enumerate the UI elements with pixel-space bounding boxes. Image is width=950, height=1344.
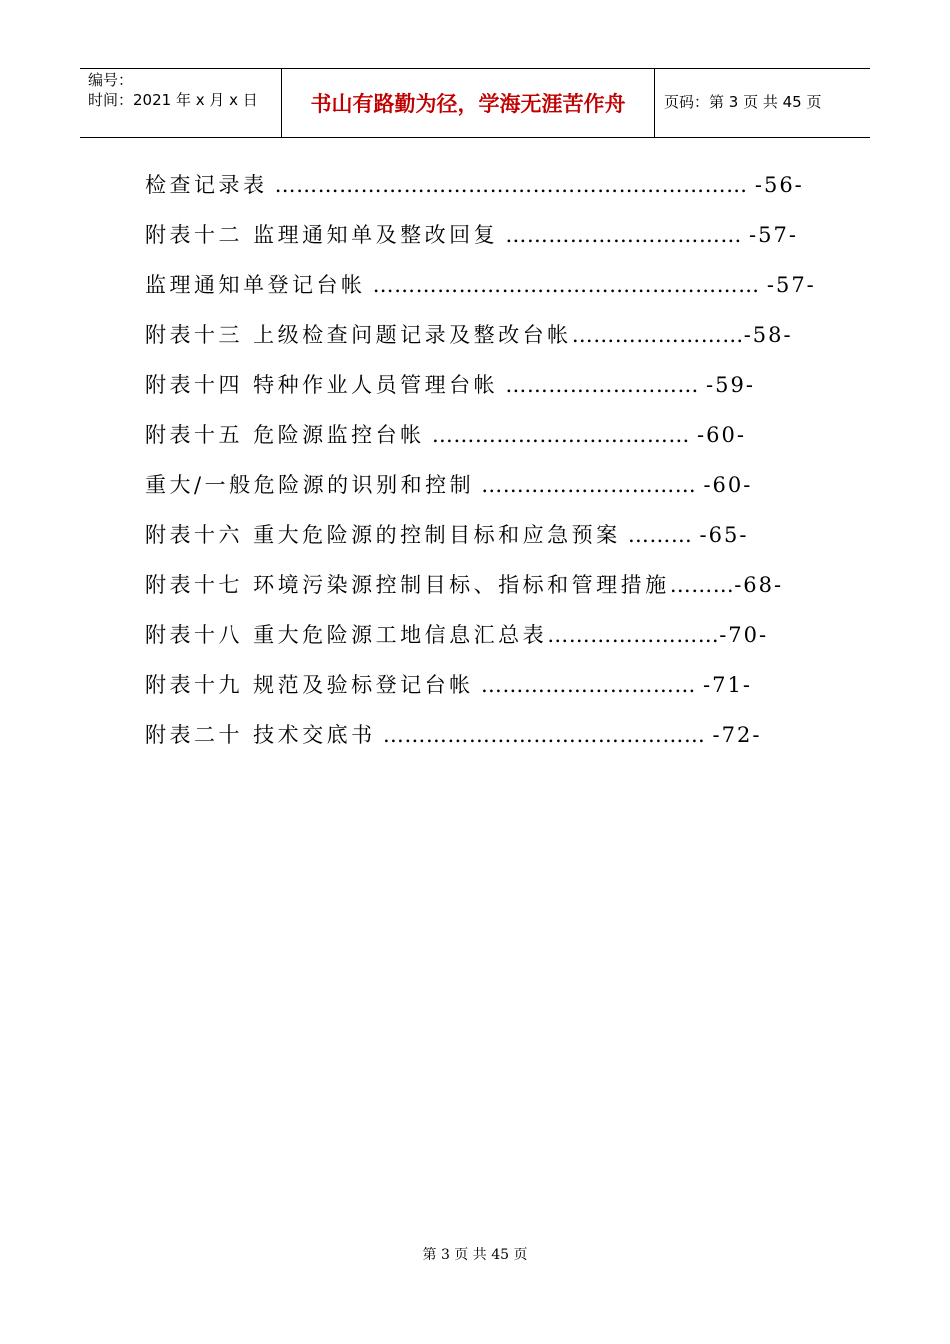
toc-entry-leader: ……………………	[571, 323, 744, 347]
toc-entry[interactable]	[145, 320, 816, 370]
toc-entry[interactable]	[145, 470, 816, 520]
toc-entry-page: -57-	[749, 223, 798, 247]
toc-entry-leader: ………	[669, 573, 735, 597]
toc-entry-page: -59-	[706, 373, 755, 397]
document-header	[80, 68, 870, 138]
toc-entry[interactable]	[145, 270, 816, 320]
toc-entry-title: 附表十八 重大危险源工地信息汇总表	[145, 623, 548, 647]
toc-entry-page: -72-	[712, 723, 762, 747]
toc-entry-title: 重大/一般危险源的识别和控制	[145, 473, 475, 497]
toc-entry-page: -60-	[703, 473, 753, 497]
toc-entry-page: -60-	[697, 423, 746, 447]
toc-entry-page: -57-	[766, 273, 816, 297]
header-motto-cell	[282, 69, 655, 137]
toc-entry-page: -71-	[703, 673, 752, 697]
toc-entry-page: -70-	[719, 623, 769, 647]
toc-entry-leader: ……………………………	[498, 223, 750, 247]
toc-entry-leader: ………………………………	[424, 423, 698, 447]
toc-entry-title: 附表十六 重大危险源的控制目标和应急预案	[145, 523, 621, 547]
toc-entry-page: -65-	[699, 523, 749, 547]
toc-entry-title: 监理通知单登记台帐	[145, 273, 366, 297]
toc-entry-title: 附表十九 规范及验标登记台帐	[145, 673, 474, 697]
header-motto: 书山有路勤为径，学海无涯苦作舟	[310, 92, 626, 116]
toc-entry-title: 附表十五 危险源监控台帐	[145, 423, 425, 447]
toc-entry-leader: ………………………………………………	[365, 273, 767, 297]
toc-entry-page: -56-	[754, 173, 804, 197]
header-page-cell	[656, 69, 870, 137]
toc-entry-title: 附表十三 上级检查问题记录及整改台帐	[145, 323, 572, 347]
table-of-contents	[145, 170, 816, 770]
document-number-label: 编号：	[88, 71, 134, 89]
toc-entry-leader: ………………………	[498, 373, 707, 397]
toc-entry[interactable]	[145, 370, 816, 420]
toc-entry[interactable]	[145, 420, 816, 470]
toc-entry-leader: …………………………	[473, 673, 704, 697]
toc-entry[interactable]	[145, 670, 816, 720]
toc-entry-leader: ………	[620, 523, 700, 547]
toc-entry-title: 附表十二 监理通知单及整改回复	[145, 223, 499, 247]
document-date-label: 时间：2021 年 x 月 x 日	[88, 91, 258, 109]
page-footer: 第 3 页 共 45 页	[422, 1247, 528, 1263]
toc-entry-leader: ……………………	[547, 623, 720, 647]
header-meta-cell	[80, 69, 282, 137]
toc-entry-leader: ………………………………………	[375, 723, 713, 747]
toc-entry-leader: …………………………………………………………	[267, 173, 755, 197]
toc-entry[interactable]	[145, 720, 816, 770]
toc-entry-page: -58-	[743, 323, 793, 347]
toc-entry[interactable]	[145, 570, 816, 620]
toc-entry-title: 附表十七 环境污染源控制目标、指标和管理措施	[145, 573, 670, 597]
toc-entry-leader: …………………………	[474, 473, 704, 497]
header-page-info: 页码：第 3 页 共 45 页	[664, 93, 822, 111]
toc-entry[interactable]	[145, 170, 816, 220]
toc-entry-title: 附表十四 特种作业人员管理台帐	[145, 373, 499, 397]
toc-entry-page: -68-	[734, 573, 784, 597]
toc-entry[interactable]	[145, 220, 816, 270]
toc-entry-title: 附表二十 技术交底书	[145, 723, 376, 747]
toc-entry[interactable]	[145, 620, 816, 670]
toc-entry[interactable]	[145, 520, 816, 570]
toc-entry-title: 检查记录表	[145, 173, 268, 197]
